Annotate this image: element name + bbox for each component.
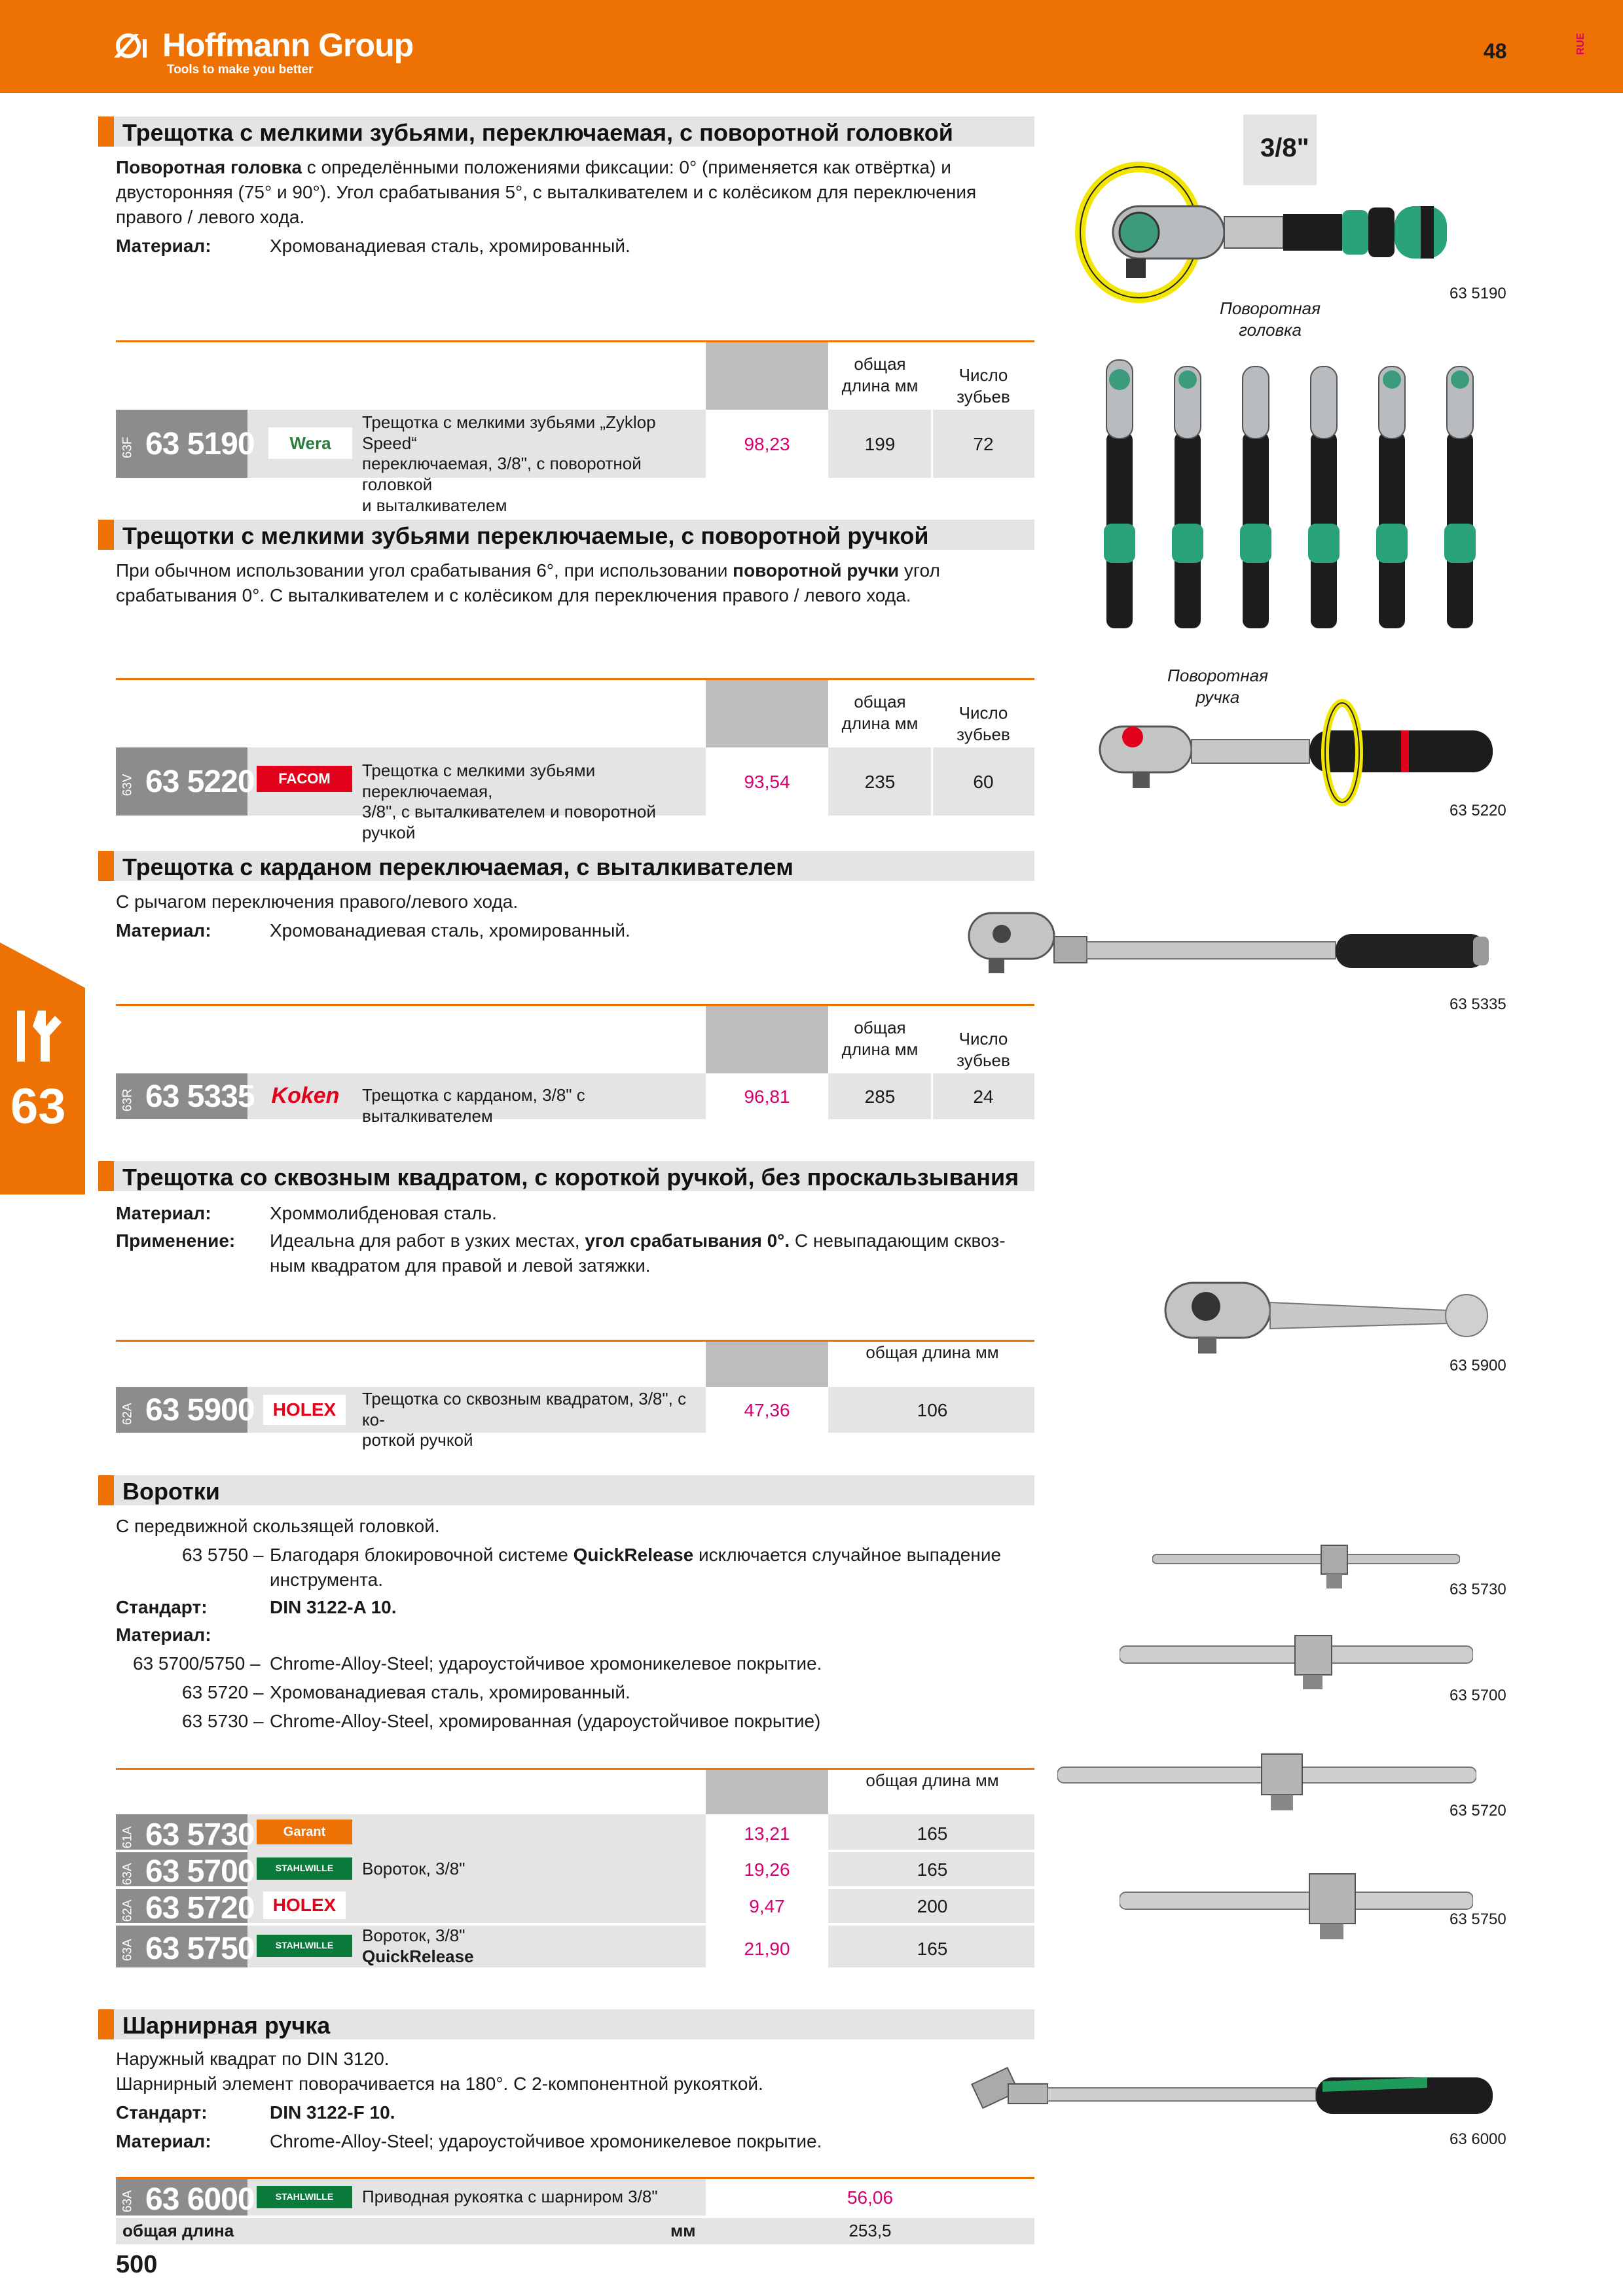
section-1-line-1: Поворотная головка с определёнными положениями фиксации: 0° (применяется как отвёртка) и xyxy=(116,157,951,177)
length-value: 165 xyxy=(917,1939,948,1959)
length-value: 165 xyxy=(917,1859,948,1880)
brand-stahlwille: STAHLWILLE xyxy=(257,1935,352,1957)
size-badge-text: 3/8" xyxy=(1260,134,1309,162)
brand-facom: FACOM xyxy=(257,766,352,792)
section-5-qr-line-2: инструмента. xyxy=(270,1570,384,1590)
article-number[interactable]: 63 5220 xyxy=(145,764,255,799)
article-prefix: 63A xyxy=(120,1939,135,1962)
article-prefix: 63V xyxy=(120,774,135,797)
table-3-rule xyxy=(116,1004,1034,1006)
product-description: Вороток, 3/8" xyxy=(362,1859,465,1878)
length-value: 235 xyxy=(864,772,896,792)
figure-label: 63 5900 xyxy=(1450,1357,1506,1374)
section-4-title: Трещотка со сквозным квадратом, с короткой ручкой, без проскальзывания xyxy=(122,1164,1019,1191)
table-3-price-header xyxy=(706,1006,828,1073)
section-1-material: Хромованадиевая сталь, хромированный. xyxy=(270,236,630,256)
section-5-material-label: Материал: xyxy=(116,1624,211,1645)
section-5-qr-line-1: Благодаря блокировочной системе QuickRelease исключается случайное выпадение xyxy=(270,1545,1002,1565)
article-number[interactable]: 63 5335 xyxy=(145,1079,255,1114)
article-number[interactable]: 63 5700 xyxy=(145,1854,255,1889)
short-ratchet-image xyxy=(1159,1276,1512,1361)
table-2-col-length: общая длина мм xyxy=(841,692,919,733)
price: 19,26 xyxy=(744,1859,790,1880)
figure-label: 63 5700 xyxy=(1450,1687,1506,1704)
section-5-material-3: Chrome-Alloy-Steel, хромированная (удароустойчивое покрытие) xyxy=(270,1711,821,1731)
article-number[interactable]: 63 5730 xyxy=(145,1818,255,1852)
section-4-material: Хроммолибденовая сталь. xyxy=(270,1203,497,1223)
section-5-material-art-1: 63 5700/5750 – xyxy=(133,1653,261,1674)
row-divider xyxy=(706,1886,1034,1889)
section-4-use-label: Применение: xyxy=(116,1230,236,1251)
length-label: общая длина xyxy=(122,2221,234,2240)
table-4-price-header xyxy=(706,1342,828,1387)
price: 21,90 xyxy=(744,1939,790,1959)
table-1-price-header xyxy=(706,342,828,410)
ratchet-positions-image xyxy=(1093,353,1512,641)
length-value: 200 xyxy=(917,1896,948,1916)
section-2-line-1: При обычном использовании угол срабатывания 6°, при использовании поворотной ручки угол xyxy=(116,560,940,581)
article-prefix: 63A xyxy=(120,1863,135,1886)
section-6-std-label: Стандарт: xyxy=(116,2102,208,2123)
brand-name: Hoffmann Group xyxy=(162,27,414,63)
chapter-number: 63 xyxy=(10,1079,66,1134)
section-5-line-1: С передвижной скользящей головкой. xyxy=(116,1516,440,1536)
price: 13,21 xyxy=(744,1823,790,1844)
figure-label: 63 5220 xyxy=(1450,802,1506,819)
section-2-title: Трещотки с мелкими зубьями переключаемые, с поворотной ручкой xyxy=(122,522,929,549)
length-value: 253,5 xyxy=(848,2221,892,2240)
length-value: 199 xyxy=(864,434,896,454)
section-5-std: DIN 3122-A 10. xyxy=(270,1597,397,1617)
chapter-tab xyxy=(0,942,85,1194)
teeth-value: 24 xyxy=(973,1086,994,1107)
section-5-bar xyxy=(98,1475,1034,1505)
brand-koken: Koken xyxy=(271,1083,340,1109)
figure-label: 63 5730 xyxy=(1450,1581,1506,1598)
section-1-line-3: правого / левого хода. xyxy=(116,207,305,227)
tools-chapter-icon xyxy=(14,1007,67,1066)
section-5-std-label: Стандарт: xyxy=(116,1597,208,1617)
table-5-price-header xyxy=(706,1770,828,1814)
row-divider xyxy=(706,1850,1034,1852)
section-5-material-1: Chrome-Alloy-Steel; удароустойчивое хромоникелевое покрытие. xyxy=(270,1653,822,1674)
sliding-tbar-5730-image xyxy=(1152,1541,1460,1594)
language-code: RUE xyxy=(1575,33,1586,55)
figure-label: 63 5720 xyxy=(1450,1802,1506,1820)
section-1-title: Трещотка с мелкими зубьями, переключаемая, с поворотной головкой xyxy=(122,119,953,146)
page-number-bottom: 500 xyxy=(116,2251,158,2278)
brand-holex: HOLEX xyxy=(263,1395,346,1425)
teeth-value: 60 xyxy=(973,772,994,792)
page-number-top: 48 xyxy=(1484,39,1507,63)
callout-rotating-head: Поворотная головка xyxy=(1220,298,1321,340)
section-1-line-2: двусторонняя (75° и 90°). Угол срабатывания 5°, с выталкивателем и с колёсиком для переключения xyxy=(116,182,977,202)
section-4-material-label: Материал: xyxy=(116,1203,211,1223)
table-5-col-length: общая длина мм xyxy=(866,1770,999,1790)
product-description: Трещотка с мелкими зубьями переключаемая, 3/8", с выталкивателем и поворотной ручкой xyxy=(362,761,656,843)
table-1-col-length: общая длина мм xyxy=(841,354,919,395)
column-divider xyxy=(931,680,933,816)
sliding-tbar-5750-image xyxy=(1120,1869,1473,1941)
brand-stahlwille: STAHLWILLE xyxy=(257,2186,352,2208)
section-3-material-label: Материал: xyxy=(116,920,211,941)
price: 98,23 xyxy=(744,434,790,454)
price: 93,54 xyxy=(744,772,790,792)
brand-holex: HOLEX xyxy=(263,1892,346,1919)
hinged-handle-image xyxy=(969,2055,1512,2127)
article-prefix: 61A xyxy=(120,1826,135,1849)
section-6-std: DIN 3122-F 10. xyxy=(270,2102,395,2123)
product-description: Трещотка с мелкими зубьями „Zyklop Speed“ переключаемая, 3/8", с поворотной головкой и выталкивателем xyxy=(362,412,656,515)
section-5-title: Воротки xyxy=(122,1478,220,1505)
section-3-title: Трещотка с карданом переключаемая, с выталкивателем xyxy=(122,853,793,880)
tagline: Tools to make you better xyxy=(167,63,314,77)
section-6-title: Шарнирная ручка xyxy=(122,2012,331,2039)
section-5-material-art-3: 63 5730 – xyxy=(182,1711,264,1731)
article-prefix: 63A xyxy=(120,2190,135,2213)
article-prefix: 62A xyxy=(120,1403,135,1426)
table-1-col-teeth: Число зубьев xyxy=(957,365,1010,406)
article-number[interactable]: 63 5190 xyxy=(145,427,255,461)
figure-label: 63 5335 xyxy=(1450,996,1506,1013)
table-1-rule xyxy=(116,340,1034,342)
article-prefix: 62A xyxy=(120,1899,135,1922)
callout-rotating-handle: Поворотная ручка xyxy=(1167,666,1268,707)
section-4-use-line-2: ным квадратом для правой и левой затяжки. xyxy=(270,1255,651,1276)
section-3-line-1: С рычагом переключения правого/левого хода. xyxy=(116,891,519,912)
table-3-col-teeth: Число зубьев xyxy=(957,1029,1010,1070)
price: 56,06 xyxy=(847,2187,894,2208)
price: 47,36 xyxy=(744,1400,790,1420)
article-prefix: 63F xyxy=(120,437,135,459)
table-3-col-length: общая длина мм xyxy=(841,1018,919,1059)
table-2-price-header xyxy=(706,680,828,747)
product-description: Трещотка с карданом, 3/8" с выталкивателем xyxy=(362,1085,585,1126)
length-value: 285 xyxy=(864,1086,896,1107)
length-value: 165 xyxy=(917,1823,948,1844)
brand-stahlwille: STAHLWILLE xyxy=(257,1857,352,1880)
brand-garant: Garant xyxy=(257,1820,352,1844)
brand-wera: Wera xyxy=(268,427,352,459)
article-prefix: 63R xyxy=(120,1088,135,1112)
section-6-material: Chrome-Alloy-Steel; удароустойчивое хромоникелевое покрытие. xyxy=(270,2131,822,2151)
section-5-material-2: Хромованадиевая сталь, хромированный. xyxy=(270,1682,630,1702)
table-4-col-length: общая длина мм xyxy=(866,1342,999,1362)
article-number[interactable]: 63 5900 xyxy=(145,1393,255,1427)
hoffmann-logo-icon xyxy=(113,31,158,60)
teeth-value: 72 xyxy=(973,434,994,454)
sliding-tbar-5720-image xyxy=(1057,1748,1476,1813)
section-5-material-art-2: 63 5720 – xyxy=(182,1682,264,1702)
section-5-qr-art: 63 5750 – xyxy=(182,1545,264,1565)
length-unit: мм xyxy=(670,2221,696,2240)
table-2-col-teeth: Число зубьев xyxy=(957,703,1010,744)
length-value: 106 xyxy=(917,1400,948,1420)
product-description: Приводная рукоятка с шарниром 3/8" xyxy=(362,2187,658,2206)
cardan-ratchet-image xyxy=(962,900,1512,998)
figure-label: 63 6000 xyxy=(1450,2130,1506,2148)
section-6-material-label: Материал: xyxy=(116,2131,211,2151)
section-6-line-1: Наружный квадрат по DIN 3120. xyxy=(116,2049,390,2069)
figure-label: 63 5750 xyxy=(1450,1910,1506,1928)
column-divider xyxy=(931,342,933,478)
product-description: Трещотка со сквозным квадратом, 3/8", с ко- роткой ручкой xyxy=(362,1389,687,1450)
price: 9,47 xyxy=(749,1896,785,1916)
section-6-line-2: Шарнирный элемент поворачивается на 180°. С 2-компонентной рукояткой. xyxy=(116,2073,763,2094)
section-2-line-2: срабатывания 0°. С выталкивателем и с колёсиком для переключения правого / левого хода. xyxy=(116,585,911,605)
product-description: Вороток, 3/8" QuickRelease xyxy=(362,1926,474,1966)
table-2-rule xyxy=(116,678,1034,680)
price: 96,81 xyxy=(744,1086,790,1107)
article-number[interactable]: 63 6000 xyxy=(145,2182,255,2217)
article-number[interactable]: 63 5750 xyxy=(145,1931,255,1966)
section-3-material: Хромованадиевая сталь, хромированный. xyxy=(270,920,630,941)
section-4-use-line-1: Идеальна для работ в узких местах, угол срабатывания 0°. С невыпадающим сквоз- xyxy=(270,1230,1006,1251)
section-1-material-label: Материал: xyxy=(116,236,211,256)
figure-label: 63 5190 xyxy=(1450,285,1506,302)
article-number[interactable]: 63 5720 xyxy=(145,1891,255,1926)
sliding-tbar-5700-image xyxy=(1120,1633,1473,1692)
